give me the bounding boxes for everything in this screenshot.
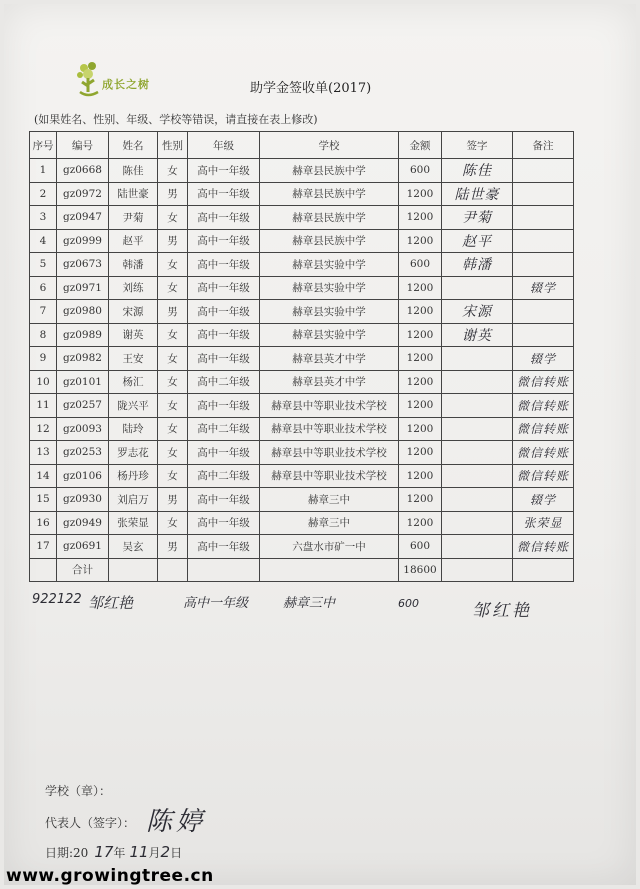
table-row [30,159,574,183]
cell-amount: 600 [399,535,442,559]
cell-no: 3 [30,206,57,230]
cell-name: 罗志花 [109,441,158,465]
table-row [30,394,574,418]
cell-sex: 女 [158,370,188,394]
cell-remark: 微信转账 [513,464,574,488]
total-label: 合计 [57,558,109,582]
cell-remark: 微信转账 [513,394,574,418]
header-sex: 性别 [158,132,188,159]
cell-remark: 微信转账 [513,370,574,394]
cell-school: 赫章县中等职业技术学校 [260,441,399,465]
cell-signature: 谢英 [442,323,513,347]
table-row [30,300,574,324]
cell-remark: 辍学 [513,488,574,512]
signature-table [29,131,574,582]
cell-amount: 1200 [399,229,442,253]
cell-sex: 女 [158,417,188,441]
cell-id: gz0673 [57,253,109,277]
cell-amount: 1200 [399,276,442,300]
cell-amount: 1200 [399,300,442,324]
cell-no: 9 [30,347,57,371]
cell-school: 赫章县实验中学 [260,300,399,324]
date-day: 2 [160,843,171,861]
cell-remark [513,323,574,347]
cell-school: 赫章县实验中学 [260,276,399,300]
cell-no: 14 [30,464,57,488]
cell-amount: 600 [399,253,442,277]
cell-remark: 张荣显 [513,511,574,535]
total-row [30,558,574,582]
cell-amount: 1200 [399,347,442,371]
cell-signature: 尹菊 [442,206,513,230]
cell-amount: 1200 [399,441,442,465]
cell-signature [442,488,513,512]
cell-no: 13 [30,441,57,465]
cell-id: gz0093 [57,417,109,441]
cell-amount: 1200 [399,206,442,230]
cell-signature: 宋源 [442,300,513,324]
cell-id: gz0972 [57,182,109,206]
cell-grade: 高中一年级 [188,182,260,206]
cell-grade: 高中一年级 [188,511,260,535]
cell-amount: 1200 [399,464,442,488]
cell-name: 刘启万 [109,488,158,512]
cell-id: gz0106 [57,464,109,488]
cell-grade: 高中一年级 [188,488,260,512]
table-row [30,535,574,559]
cell-name: 陇兴平 [109,394,158,418]
extra-signature: 邹红艳 [472,601,532,621]
table-row [30,417,574,441]
cell-school: 赫章县民族中学 [260,229,399,253]
header-name: 姓名 [109,132,158,159]
cell-no: 12 [30,417,57,441]
cell-signature [442,347,513,371]
table-row [30,464,574,488]
cell-school: 赫章县民族中学 [260,182,399,206]
cell-no: 16 [30,511,57,535]
cell-amount: 1200 [399,394,442,418]
cell-sex: 女 [158,347,188,371]
cell-id: gz0930 [57,488,109,512]
cell-signature [442,441,513,465]
cell-name: 宋源 [109,300,158,324]
school-stamp-label: 学校（章）： [45,784,112,798]
cell-no: 8 [30,323,57,347]
cell-signature: 赵平 [442,229,513,253]
cell-school: 赫章县民族中学 [260,159,399,183]
cell-id: gz0980 [57,300,109,324]
cell-remark: 辍学 [513,276,574,300]
cell-remark [513,182,574,206]
cell-signature [442,511,513,535]
cell-school: 六盘水市矿一中 [260,535,399,559]
cell-sex: 男 [158,229,188,253]
cell-name: 尹菊 [109,206,158,230]
header-signature: 签字 [442,132,513,159]
extra-name: 邹红艳 [88,594,134,612]
table-row [30,323,574,347]
cell-no: 17 [30,535,57,559]
cell-remark: 微信转账 [513,441,574,465]
cell-id: gz0971 [57,276,109,300]
cell-signature [442,370,513,394]
header-id: 编号 [57,132,109,159]
cell-no: 5 [30,253,57,277]
cell-signature [442,276,513,300]
cell-grade: 高中一年级 [188,441,260,465]
cell-grade: 高中一年级 [188,323,260,347]
cell-id: gz0691 [57,535,109,559]
cell-grade: 高中一年级 [188,300,260,324]
cell-sex: 女 [158,276,188,300]
cell-grade: 高中一年级 [188,394,260,418]
date-month: 11 [129,843,149,861]
cell-signature [442,464,513,488]
cell-name: 陈佳 [109,159,158,183]
cell-school: 赫章县实验中学 [260,323,399,347]
cell-sex: 男 [158,182,188,206]
cell-sex: 女 [158,394,188,418]
cell-remark: 辍学 [513,347,574,371]
cell-grade: 高中一年级 [188,229,260,253]
table-row [30,488,574,512]
cell-grade: 高中二年级 [188,464,260,488]
cell-remark [513,206,574,230]
cell-grade: 高中一年级 [188,276,260,300]
cell-id: gz0947 [57,206,109,230]
logo-text: 成长之树 [102,78,150,91]
cell-school: 赫章县中等职业技术学校 [260,464,399,488]
cell-grade: 高中一年级 [188,206,260,230]
cell-school: 赫章县英才中学 [260,347,399,371]
cell-sex: 女 [158,253,188,277]
date-year: 17 [94,843,114,861]
date-day-suffix: 日 [170,846,183,860]
cell-id: gz0949 [57,511,109,535]
cell-no: 1 [30,159,57,183]
cell-name: 刘练 [109,276,158,300]
table-row [30,276,574,300]
header-remark: 备注 [513,132,574,159]
cell-signature [442,394,513,418]
website-watermark: www.growingtree.cn [6,866,214,886]
cell-school: 赫章县民族中学 [260,206,399,230]
cell-remark [513,253,574,277]
cell-sex: 女 [158,464,188,488]
representative-signature: 陈婷 [146,807,207,837]
cell-no: 4 [30,229,57,253]
cell-remark [513,229,574,253]
cell-school: 赫章县中等职业技术学校 [260,417,399,441]
extra-grade: 高中一年级 [183,596,249,611]
table-row [30,253,574,277]
cell-grade: 高中一年级 [188,159,260,183]
cell-sex: 女 [158,323,188,347]
cell-signature [442,417,513,441]
table-row [30,441,574,465]
extra-id: 922122 [32,592,82,607]
tree-icon [74,60,104,100]
table-row [30,347,574,371]
cell-name: 韩潘 [109,253,158,277]
cell-school: 赫章县英才中学 [260,370,399,394]
cell-remark: 微信转账 [513,535,574,559]
cell-amount: 1200 [399,488,442,512]
table-row [30,511,574,535]
cell-amount: 1200 [399,323,442,347]
cell-no: 7 [30,300,57,324]
cell-grade: 高中一年级 [188,535,260,559]
cell-name: 谢英 [109,323,158,347]
cell-sex: 女 [158,159,188,183]
cell-name: 吴玄 [109,535,158,559]
cell-amount: 1200 [399,182,442,206]
cell-id: gz0999 [57,229,109,253]
cell-name: 王安 [109,347,158,371]
cell-sex: 女 [158,206,188,230]
cell-sex: 男 [158,488,188,512]
cell-amount: 1200 [399,417,442,441]
cell-name: 张荣显 [109,511,158,535]
cell-amount: 1200 [399,511,442,535]
cell-name: 陆玲 [109,417,158,441]
table-row [30,229,574,253]
table-row [30,370,574,394]
cell-amount: 600 [399,159,442,183]
cell-school: 赫章三中 [260,488,399,512]
cell-grade: 高中二年级 [188,370,260,394]
cell-no: 10 [30,370,57,394]
table-header-row [30,132,574,159]
cell-grade: 高中二年级 [188,417,260,441]
cell-name: 陆世豪 [109,182,158,206]
cell-remark: 微信转账 [513,417,574,441]
header-no: 序号 [30,132,57,159]
document-title: 助学金签收单(2017) [250,81,372,96]
instruction-note: (如果姓名、性别、年级、学校等错误，请直接在表上修改) [34,113,318,126]
cell-amount: 1200 [399,370,442,394]
extra-school: 赫章三中 [283,596,336,611]
cell-sex: 男 [158,535,188,559]
cell-id: gz0982 [57,347,109,371]
cell-grade: 高中一年级 [188,253,260,277]
header-school: 学校 [260,132,399,159]
representative-label: 代表人（签字）： [45,816,136,830]
cell-name: 杨丹珍 [109,464,158,488]
cell-school: 赫章三中 [260,511,399,535]
cell-remark [513,300,574,324]
date-prefix: 日期:20 [45,846,89,860]
cell-remark [513,159,574,183]
cell-no: 6 [30,276,57,300]
cell-sex: 男 [158,300,188,324]
cell-sex: 女 [158,441,188,465]
cell-name: 杨汇 [109,370,158,394]
total-amount: 18600 [399,558,442,582]
table-row [30,182,574,206]
date-line [45,843,182,861]
cell-no: 2 [30,182,57,206]
header-grade: 年级 [188,132,260,159]
date-year-suffix: 年 [113,846,126,860]
cell-no: 15 [30,488,57,512]
table-row [30,206,574,230]
cell-sex: 女 [158,511,188,535]
cell-name: 赵平 [109,229,158,253]
cell-grade: 高中一年级 [188,347,260,371]
cell-signature: 陆世豪 [442,182,513,206]
cell-school: 赫章县实验中学 [260,253,399,277]
cell-id: gz0253 [57,441,109,465]
extra-amount: 600 [398,597,419,610]
cell-signature: 陈佳 [442,159,513,183]
cell-id: gz0989 [57,323,109,347]
cell-signature [442,535,513,559]
cell-school: 赫章县中等职业技术学校 [260,394,399,418]
growing-tree-logo [74,60,174,104]
cell-signature: 韩潘 [442,253,513,277]
cell-id: gz0668 [57,159,109,183]
date-month-suffix: 月 [148,846,161,860]
cell-id: gz0101 [57,370,109,394]
header-amount: 金额 [399,132,442,159]
cell-id: gz0257 [57,394,109,418]
cell-no: 11 [30,394,57,418]
